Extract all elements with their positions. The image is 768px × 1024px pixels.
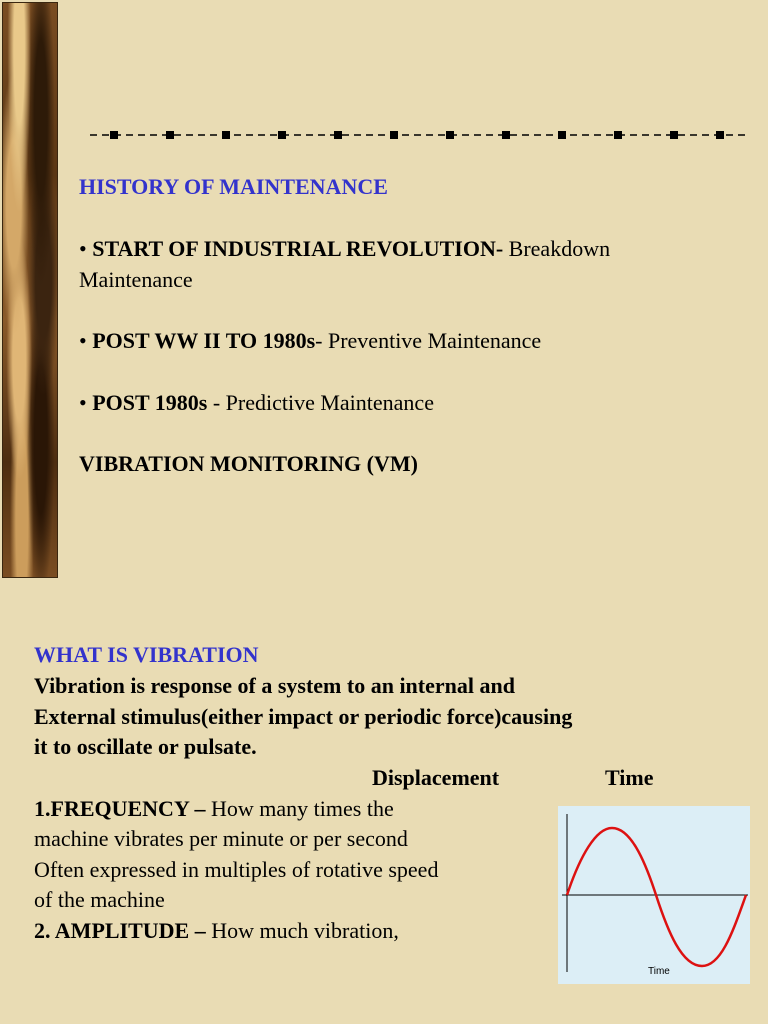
bullet-industrial-revolution: • START OF INDUSTRIAL REVOLUTION- Breakdown — [79, 236, 611, 261]
bullet-post-1980s: • POST 1980s - Predictive Maintenance — [79, 390, 434, 415]
bullet-industrial-revolution-cont: Maintenance — [79, 267, 193, 292]
amplitude-line: 2. AMPLITUDE – How much vibration, — [34, 918, 399, 943]
intro-line-1: Vibration is response of a system to an internal and — [34, 673, 515, 698]
frequency-line-3: Often expressed in multiples of rotative speed — [34, 857, 439, 882]
sine-wave-svg — [558, 806, 750, 984]
graph-time-label: Time — [648, 966, 670, 977]
intro-line-2: External stimulus(either impact or periodic force)causing — [34, 704, 573, 729]
displacement-label: Displacement — [372, 765, 500, 790]
dotted-divider — [90, 128, 746, 142]
frequency-line-2: machine vibrates per minute or per second — [34, 826, 408, 851]
frequency-line: 1.FREQUENCY – How many times the — [34, 796, 394, 821]
frequency-line-4: of the machine — [34, 887, 165, 912]
vibration-heading: WHAT IS VIBRATION — [34, 642, 259, 667]
time-label: Time — [605, 765, 654, 790]
intro-line-3: it to oscillate or pulsate. — [34, 734, 257, 759]
sine-wave-curve — [567, 828, 746, 966]
history-heading: HISTORY OF MAINTENANCE — [79, 174, 388, 199]
decorative-side-strip — [2, 2, 58, 578]
sine-wave-graph — [558, 806, 750, 984]
vm-heading: VIBRATION MONITORING (VM) — [79, 451, 418, 476]
bullet-post-ww2: • POST WW II TO 1980s- Preventive Maintenance — [79, 328, 542, 353]
